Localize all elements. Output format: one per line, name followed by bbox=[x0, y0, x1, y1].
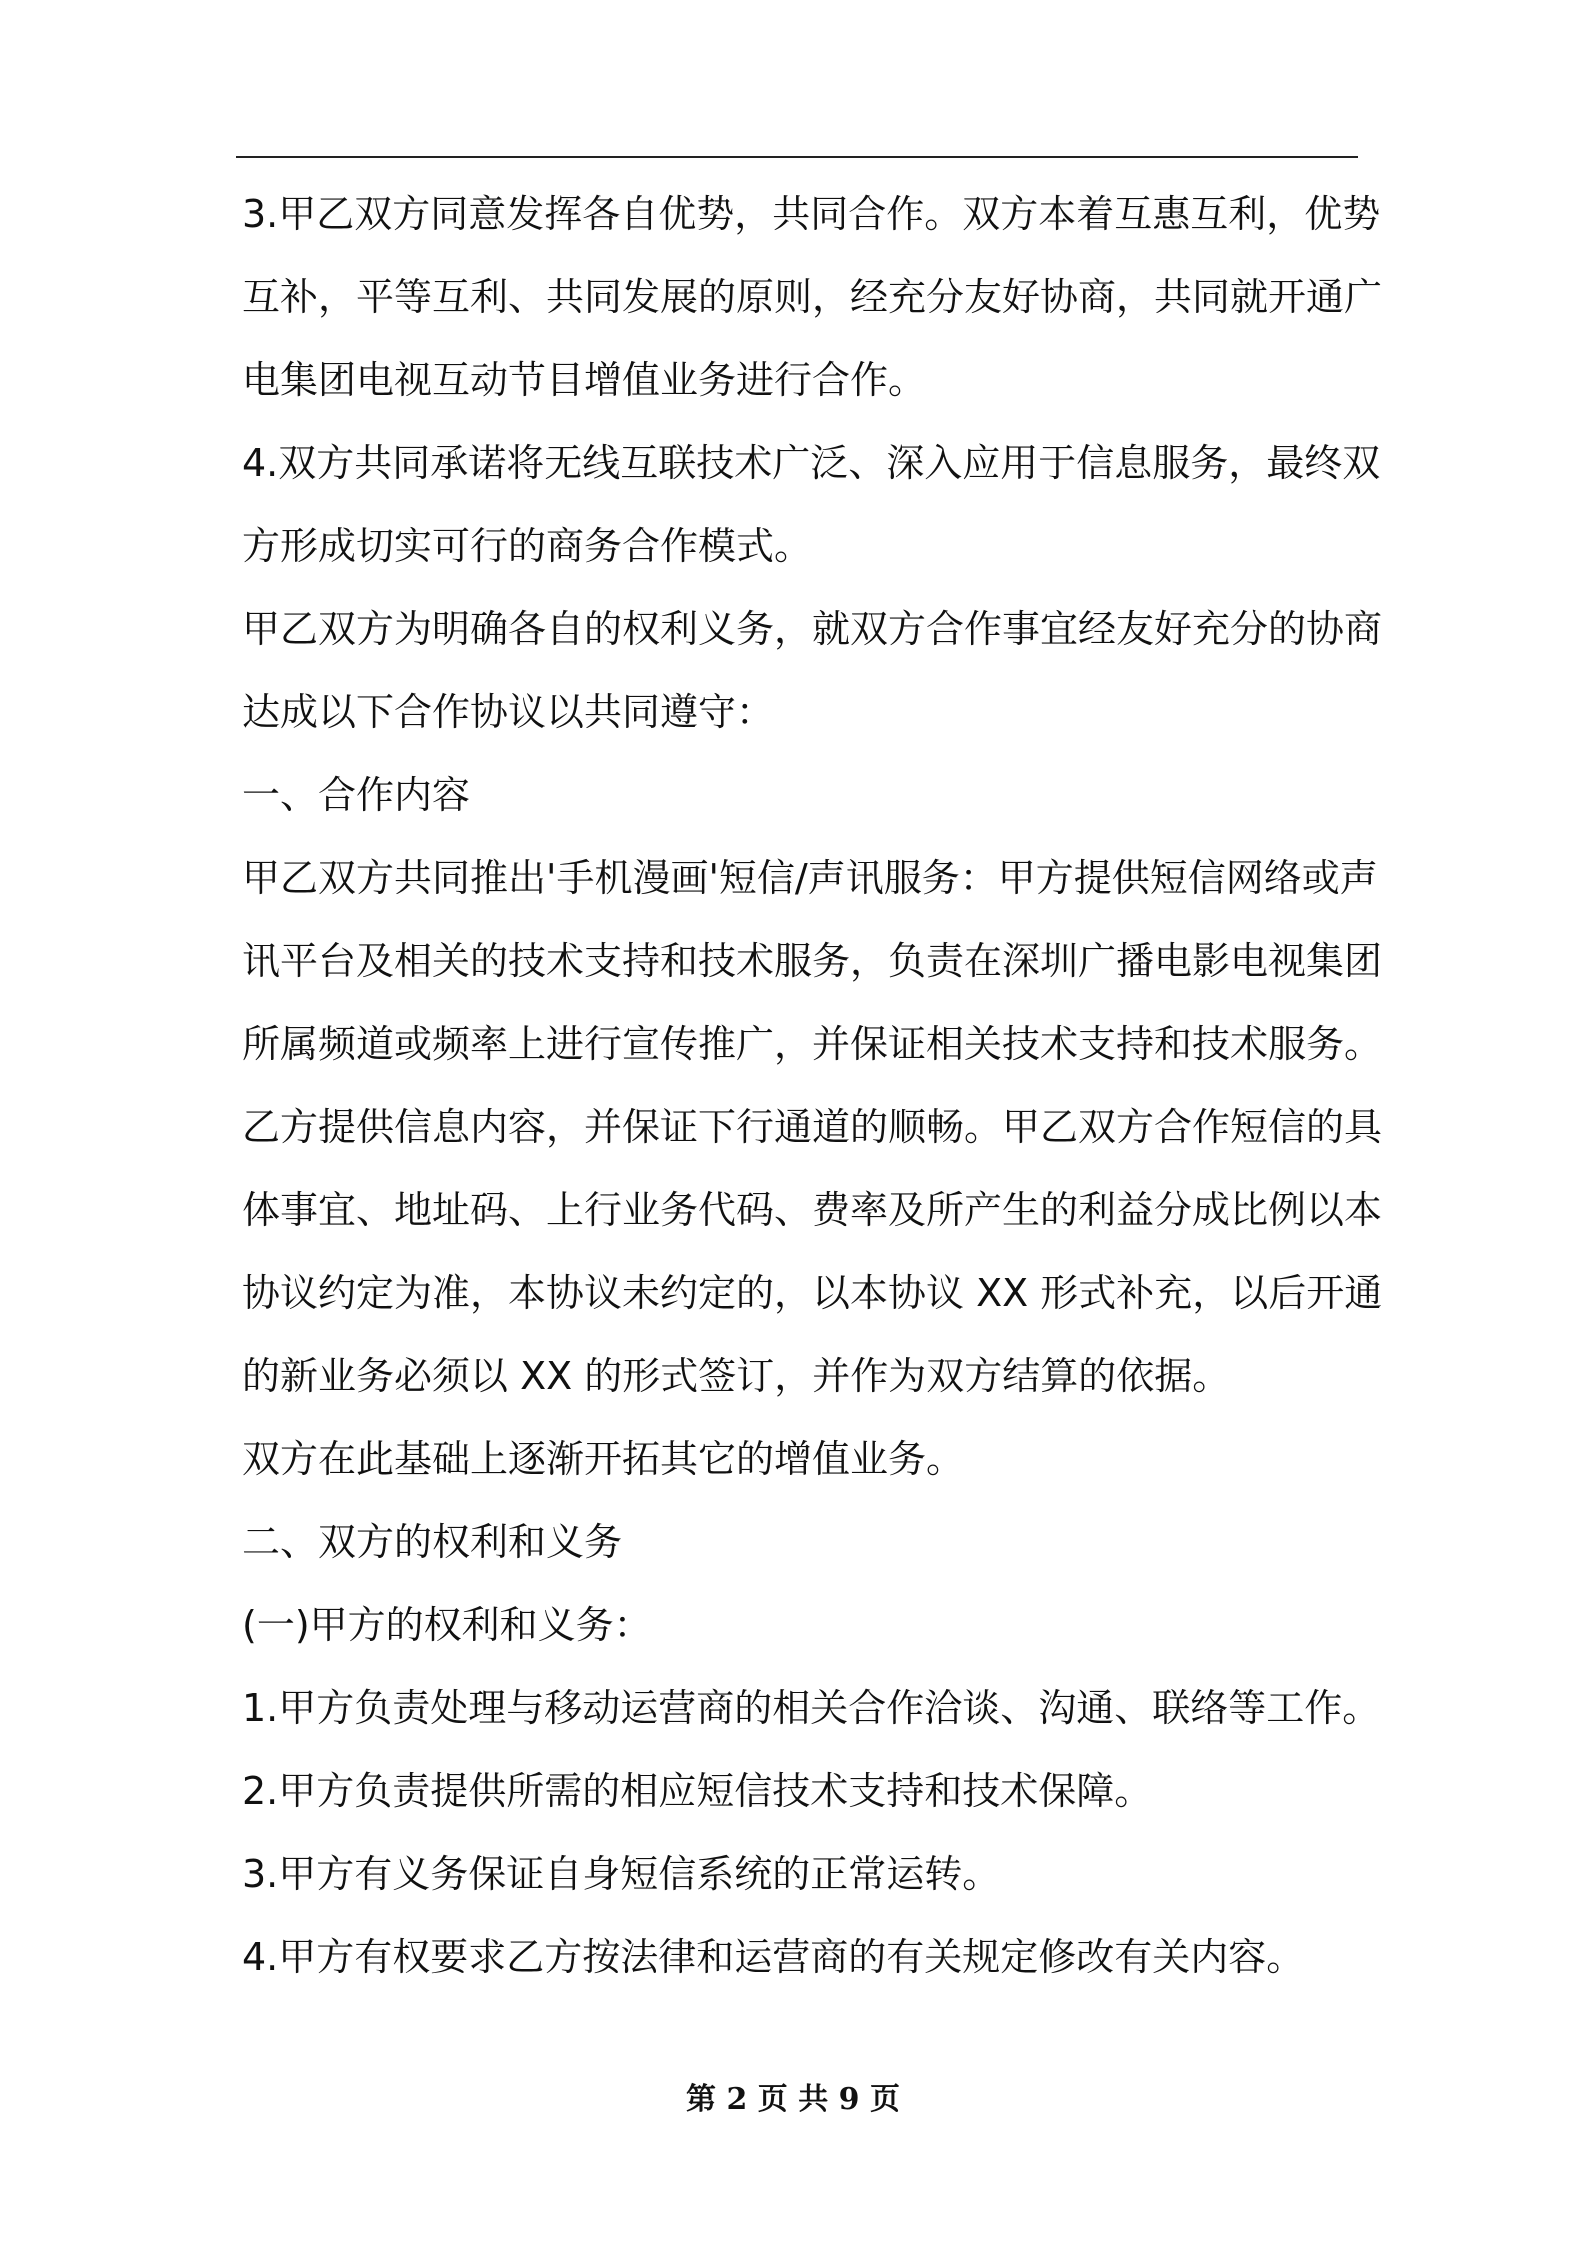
text-line: 3.甲乙双方同意发挥各自优势，共同合作。双方本着互惠互利，优势 bbox=[242, 192, 1381, 236]
list-item: 4.甲方有权要求乙方按法律和运营商的有关规定修改有关内容。 bbox=[242, 1935, 1305, 1979]
list-item: 1.甲方负责处理与移动运营商的相关合作洽谈、沟通、联络等工作。 bbox=[242, 1686, 1381, 1730]
header-rule bbox=[236, 156, 1358, 158]
text-line: 的新业务必须以 XX 的形式签订，并作为双方结算的依据。 bbox=[242, 1354, 1231, 1398]
text-line: 互补，平等互利、共同发展的原则，经充分友好协商，共同就开通广 bbox=[242, 275, 1383, 319]
text-line: 双方在此基础上逐渐开拓其它的增值业务。 bbox=[242, 1437, 965, 1481]
text-line: 甲乙双方共同推出'手机漫画'短信/声讯服务：甲方提供短信网络或声 bbox=[242, 856, 1378, 900]
text-line: 讯平台及相关的技术支持和技术服务，负责在深圳广播电影电视集团 bbox=[242, 939, 1383, 983]
text-line: 甲乙双方为明确各自的权利义务，就双方合作事宜经友好充分的协商 bbox=[242, 607, 1383, 651]
text-line: 4.双方共同承诺将无线互联技术广泛、深入应用于信息服务，最终双 bbox=[242, 441, 1381, 485]
subsection-heading: (一)甲方的权利和义务： bbox=[242, 1603, 652, 1647]
section-heading: 二、双方的权利和义务 bbox=[242, 1520, 623, 1564]
text-line: 方形成切实可行的商务合作模式。 bbox=[242, 524, 813, 568]
list-item: 3.甲方有义务保证自身短信系统的正常运转。 bbox=[242, 1852, 1001, 1896]
page-number-footer: 第 2 页 共 9 页 bbox=[686, 2082, 900, 2117]
text-line: 乙方提供信息内容，并保证下行通道的顺畅。甲乙双方合作短信的具 bbox=[242, 1105, 1383, 1149]
text-line: 体事宜、地址码、上行业务代码、费率及所产生的利益分成比例以本 bbox=[242, 1188, 1383, 1232]
text-line: 电集团电视互动节目增值业务进行合作。 bbox=[242, 358, 927, 402]
list-item: 2.甲方负责提供所需的相应短信技术支持和技术保障。 bbox=[242, 1769, 1153, 1813]
section-heading: 一、合作内容 bbox=[242, 773, 471, 817]
text-line: 协议约定为准，本协议未约定的，以本协议 XX 形式补充，以后开通 bbox=[242, 1271, 1383, 1315]
text-line: 达成以下合作协议以共同遵守： bbox=[242, 690, 775, 734]
text-line: 所属频道或频率上进行宣传推广，并保证相关技术支持和技术服务。 bbox=[242, 1022, 1383, 1066]
